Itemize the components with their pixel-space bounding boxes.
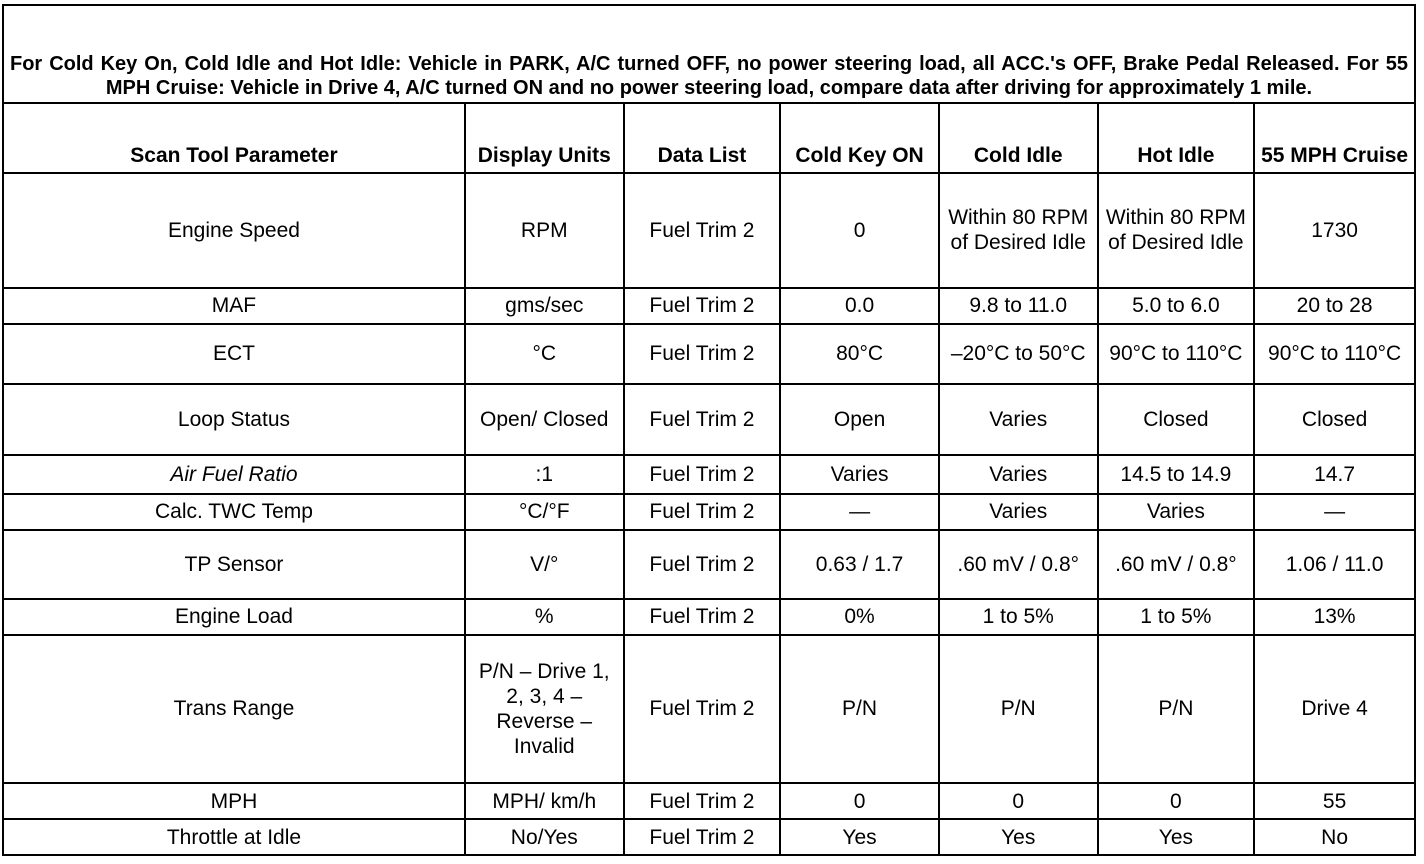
- table-row: [3, 819, 1415, 855]
- cell-cold-idle: 0: [939, 783, 1098, 819]
- cell-parameter: Air Fuel Ratio: [3, 455, 465, 493]
- cell-data-list: Fuel Trim 2: [624, 324, 781, 384]
- cell-data-list: Fuel Trim 2: [624, 173, 781, 288]
- cell-parameter: Engine Speed: [3, 173, 465, 288]
- header-55-mph-cruise: 55 MPH Cruise: [1254, 103, 1415, 173]
- cell-display-units: °C/°F: [465, 494, 624, 530]
- cell-cold-idle: 1 to 5%: [939, 599, 1098, 635]
- cell-cold-key-on: P/N: [780, 635, 939, 783]
- cell-cold-idle: Varies: [939, 384, 1098, 456]
- cell-cold-key-on: Open: [780, 384, 939, 456]
- cell-display-units: P/N – Drive 1, 2, 3, 4 – Reverse – Invalid: [465, 635, 624, 783]
- cell-hot-idle: Within 80 RPM of Desired Idle: [1098, 173, 1255, 288]
- cell-parameter: ECT: [3, 324, 465, 384]
- cell-display-units: :1: [465, 455, 624, 493]
- cell-cruise-55-mph: 90°C to 110°C: [1254, 324, 1415, 384]
- cell-cold-key-on: 80°C: [780, 324, 939, 384]
- cell-parameter: Loop Status: [3, 384, 465, 456]
- cell-display-units: No/Yes: [465, 819, 624, 855]
- table-row: [3, 173, 1415, 288]
- cell-cold-idle: Varies: [939, 494, 1098, 530]
- cell-parameter: Calc. TWC Temp: [3, 494, 465, 530]
- table-row: [3, 384, 1415, 456]
- cell-data-list: Fuel Trim 2: [624, 599, 781, 635]
- cell-hot-idle: 90°C to 110°C: [1098, 324, 1255, 384]
- cell-data-list: Fuel Trim 2: [624, 288, 781, 324]
- header-cold-key-on: Cold Key ON: [780, 103, 939, 173]
- cell-hot-idle: Closed: [1098, 384, 1255, 456]
- cell-data-list: Fuel Trim 2: [624, 455, 781, 493]
- cell-cruise-55-mph: 13%: [1254, 599, 1415, 635]
- cell-cold-key-on: —: [780, 494, 939, 530]
- cell-parameter: MAF: [3, 288, 465, 324]
- cell-display-units: °C: [465, 324, 624, 384]
- cell-cruise-55-mph: 1730: [1254, 173, 1415, 288]
- test-conditions-note: For Cold Key On, Cold Idle and Hot Idle: Vehicle in PARK, A/C turned OFF, no power steering load, all ACC.'s OFF, Brake Pedal Released. For 55 MPH Cruise: Vehicle in Drive 4, A/C turned ON and no power steering load, compare data after driving for approximately 1 mile.: [3, 5, 1415, 103]
- cell-data-list: Fuel Trim 2: [624, 494, 781, 530]
- cell-cold-idle: 9.8 to 11.0: [939, 288, 1098, 324]
- cell-hot-idle: 1 to 5%: [1098, 599, 1255, 635]
- cell-cruise-55-mph: Closed: [1254, 384, 1415, 456]
- cell-display-units: %: [465, 599, 624, 635]
- cell-cold-idle: Yes: [939, 819, 1098, 855]
- cell-cold-key-on: 0: [780, 783, 939, 819]
- cell-parameter: Trans Range: [3, 635, 465, 783]
- cell-data-list: Fuel Trim 2: [624, 635, 781, 783]
- table-row: [3, 783, 1415, 819]
- cell-display-units: RPM: [465, 173, 624, 288]
- table-row: [3, 494, 1415, 530]
- table-body: [3, 173, 1415, 855]
- cell-display-units: Open/ Closed: [465, 384, 624, 456]
- cell-display-units: V/°: [465, 530, 624, 599]
- cell-cold-idle: Varies: [939, 455, 1098, 493]
- cell-data-list: Fuel Trim 2: [624, 819, 781, 855]
- cell-hot-idle: 5.0 to 6.0: [1098, 288, 1255, 324]
- cell-cold-idle: .60 mV / 0.8°: [939, 530, 1098, 599]
- header-row: [3, 103, 1415, 173]
- cell-parameter: MPH: [3, 783, 465, 819]
- cell-data-list: Fuel Trim 2: [624, 530, 781, 599]
- cell-cruise-55-mph: —: [1254, 494, 1415, 530]
- cell-cold-idle: –20°C to 50°C: [939, 324, 1098, 384]
- header-scan-tool-parameter: Scan Tool Parameter: [3, 103, 465, 173]
- cell-cruise-55-mph: 55: [1254, 783, 1415, 819]
- cell-cold-key-on: 0: [780, 173, 939, 288]
- cell-cold-key-on: 0%: [780, 599, 939, 635]
- cell-cruise-55-mph: 20 to 28: [1254, 288, 1415, 324]
- table-row: [3, 635, 1415, 783]
- cell-cruise-55-mph: 1.06 / 11.0: [1254, 530, 1415, 599]
- cell-cruise-55-mph: Drive 4: [1254, 635, 1415, 783]
- table-row: [3, 324, 1415, 384]
- cell-data-list: Fuel Trim 2: [624, 783, 781, 819]
- cell-hot-idle: .60 mV / 0.8°: [1098, 530, 1255, 599]
- header-hot-idle: Hot Idle: [1098, 103, 1255, 173]
- cell-hot-idle: P/N: [1098, 635, 1255, 783]
- cell-hot-idle: Yes: [1098, 819, 1255, 855]
- header-cold-idle: Cold Idle: [939, 103, 1098, 173]
- scan-tool-data-sheet: [2, 4, 1416, 856]
- table-row: [3, 599, 1415, 635]
- cell-display-units: MPH/ km/h: [465, 783, 624, 819]
- cell-parameter: Engine Load: [3, 599, 465, 635]
- cell-cold-key-on: Varies: [780, 455, 939, 493]
- cell-data-list: Fuel Trim 2: [624, 384, 781, 456]
- cell-parameter: TP Sensor: [3, 530, 465, 599]
- header-display-units: Display Units: [465, 103, 624, 173]
- table-row: [3, 288, 1415, 324]
- cell-cold-idle: P/N: [939, 635, 1098, 783]
- table-row: [3, 455, 1415, 493]
- table-row: [3, 530, 1415, 599]
- header-data-list: Data List: [624, 103, 781, 173]
- cell-hot-idle: Varies: [1098, 494, 1255, 530]
- cell-cruise-55-mph: 14.7: [1254, 455, 1415, 493]
- cell-display-units: gms/sec: [465, 288, 624, 324]
- cell-cold-key-on: 0.0: [780, 288, 939, 324]
- cell-hot-idle: 14.5 to 14.9: [1098, 455, 1255, 493]
- scan-tool-data-table: [2, 4, 1416, 856]
- cell-cold-key-on: Yes: [780, 819, 939, 855]
- cell-cold-key-on: 0.63 / 1.7: [780, 530, 939, 599]
- cell-hot-idle: 0: [1098, 783, 1255, 819]
- cell-parameter: Throttle at Idle: [3, 819, 465, 855]
- cell-cold-idle: Within 80 RPM of Desired Idle: [939, 173, 1098, 288]
- cell-cruise-55-mph: No: [1254, 819, 1415, 855]
